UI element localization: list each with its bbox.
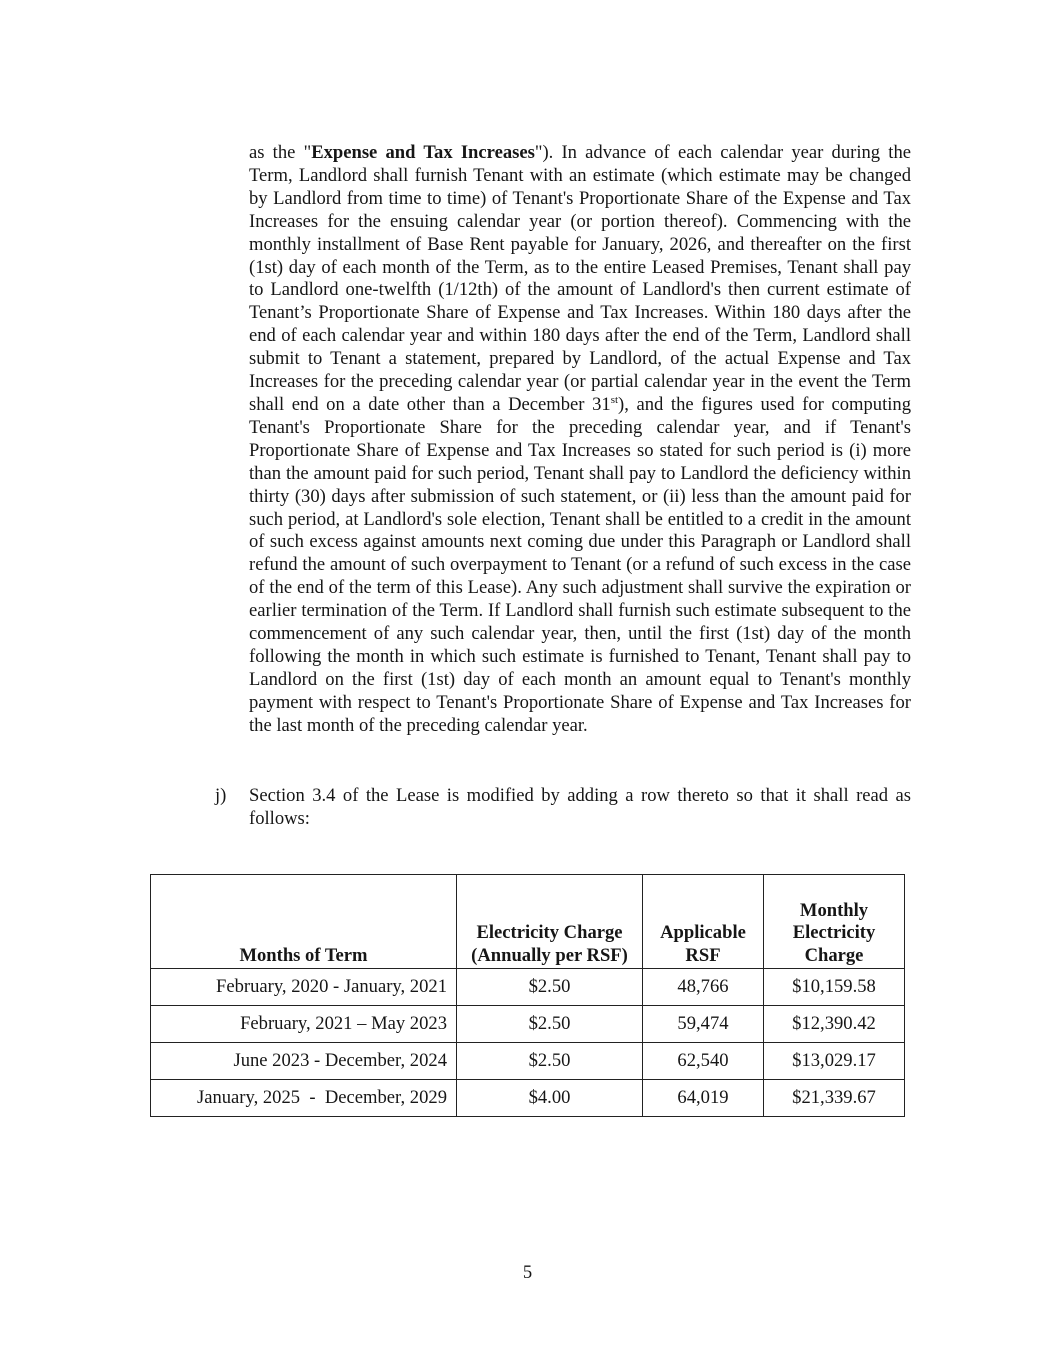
header-applicable-rsf — [643, 875, 764, 969]
cell-applicable-rsf: 64,019 — [643, 1080, 764, 1117]
cell-applicable-rsf: 48,766 — [643, 969, 764, 1006]
header-electricity-charge-text: Electricity Charge (Annually per RSF) — [471, 922, 628, 966]
ordinal-superscript: st — [610, 393, 619, 406]
cell-applicable-rsf: 59,474 — [643, 1006, 764, 1043]
cell-monthly-electricity-charge: $13,029.17 — [764, 1043, 905, 1080]
table-row — [151, 1043, 905, 1080]
cell-electricity-charge: $2.50 — [457, 1043, 643, 1080]
expense-tax-paragraph — [249, 142, 911, 738]
cell-electricity-charge: $2.50 — [457, 969, 643, 1006]
cell-monthly-electricity-charge: $21,339.67 — [764, 1080, 905, 1117]
paragraph-text-part2: ), and the figures used for computing Tenant's Proportionate Share for the preceding calendar year, and if Tenant's Proportionate Share of Expense and Tax Increases so stated for such period is (i) more than the amount paid for such period, Tenant shall pay to Landlord the deficiency within thirty (30) days after submission of such statement, or (ii) less than the amount paid for such period, at Landlord's sole election, Tenant shall be entitled to a credit in the amount of such excess against amounts next coming due under this Paragraph or Landlord shall refund the amount of such overpayment to Tenant (or a refund of such excess in the case of the end of the term of this Lease). Any such adjustment shall survive the expiration or earlier termination of the Term. If Landlord shall furnish such estimate subsequent to the commencement of any such calendar year, then, until the first (1st) day of the month following the month in which such estimate is furnished to Tenant, Tenant shall pay to Landlord on the first (1st) day of each month an amount equal to Tenant's monthly payment with respect to Tenant's Proportionate Share of Expense and Tax Increases for the last month of the preceding calendar year. — [249, 393, 911, 736]
list-item-text: Section 3.4 of the Lease is modified by adding a row thereto so that it shall read as follows: — [249, 785, 911, 829]
electricity-charge-table — [150, 874, 905, 1117]
cell-electricity-charge: $4.00 — [457, 1080, 643, 1117]
cell-months-of-term: January, 2025 - December, 2029 — [151, 1080, 457, 1117]
header-applicable-rsf-text: Applicable RSF — [660, 922, 746, 966]
paragraph-lead: as the " — [249, 142, 312, 163]
cell-months-of-term: February, 2021 – May 2023 — [151, 1006, 457, 1043]
table-row — [151, 969, 905, 1006]
defined-term: Expense and Tax Increases — [311, 142, 535, 163]
page-number: 5 — [522, 1262, 533, 1283]
header-months-of-term: Months of Term — [151, 875, 457, 969]
cell-months-of-term: June 2023 - December, 2024 — [151, 1043, 457, 1080]
header-monthly-electricity-charge-text: Monthly Electricity Charge — [792, 899, 876, 966]
cell-monthly-electricity-charge: $12,390.42 — [764, 1006, 905, 1043]
cell-applicable-rsf: 62,540 — [643, 1043, 764, 1080]
header-electricity-charge — [457, 875, 643, 969]
cell-months-of-term: February, 2020 - January, 2021 — [151, 969, 457, 1006]
header-monthly-electricity-charge — [764, 875, 905, 969]
list-item-j — [215, 785, 911, 831]
list-item-marker: j) — [215, 785, 227, 806]
cell-electricity-charge: $2.50 — [457, 1006, 643, 1043]
table-header-row — [151, 875, 905, 969]
table-row — [151, 1080, 905, 1117]
cell-monthly-electricity-charge: $10,159.58 — [764, 969, 905, 1006]
table-row — [151, 1006, 905, 1043]
paragraph-text-part1: "). In advance of each calendar year during the Term, Landlord shall furnish Tenant with an estimate (which estimate may be changed by Landlord from time to time) of Tenant's Proportionate Share of the Expense and Tax Increases for the ensuing calendar year (or portion thereof). Commencing with the monthly installment of Base Rent payable for January, 2026, and thereafter on the first (1st) day of each month of the Term, as to the entire Leased Premises, Tenant shall pay to Landlord one-twelfth (1/12th) of the amount of Landlord's then current estimate of Tenant’s Proportionate Share of Expense and Tax Increases. Within 180 days after the end of each calendar year and within 180 days after the end of the Term, Landlord shall submit to Tenant a statement, prepared by Landlord, of the actual Expense and Tax Increases for the preceding calendar year (or partial calendar year in the event the Term shall end on a date other than a December 31 — [249, 142, 911, 415]
